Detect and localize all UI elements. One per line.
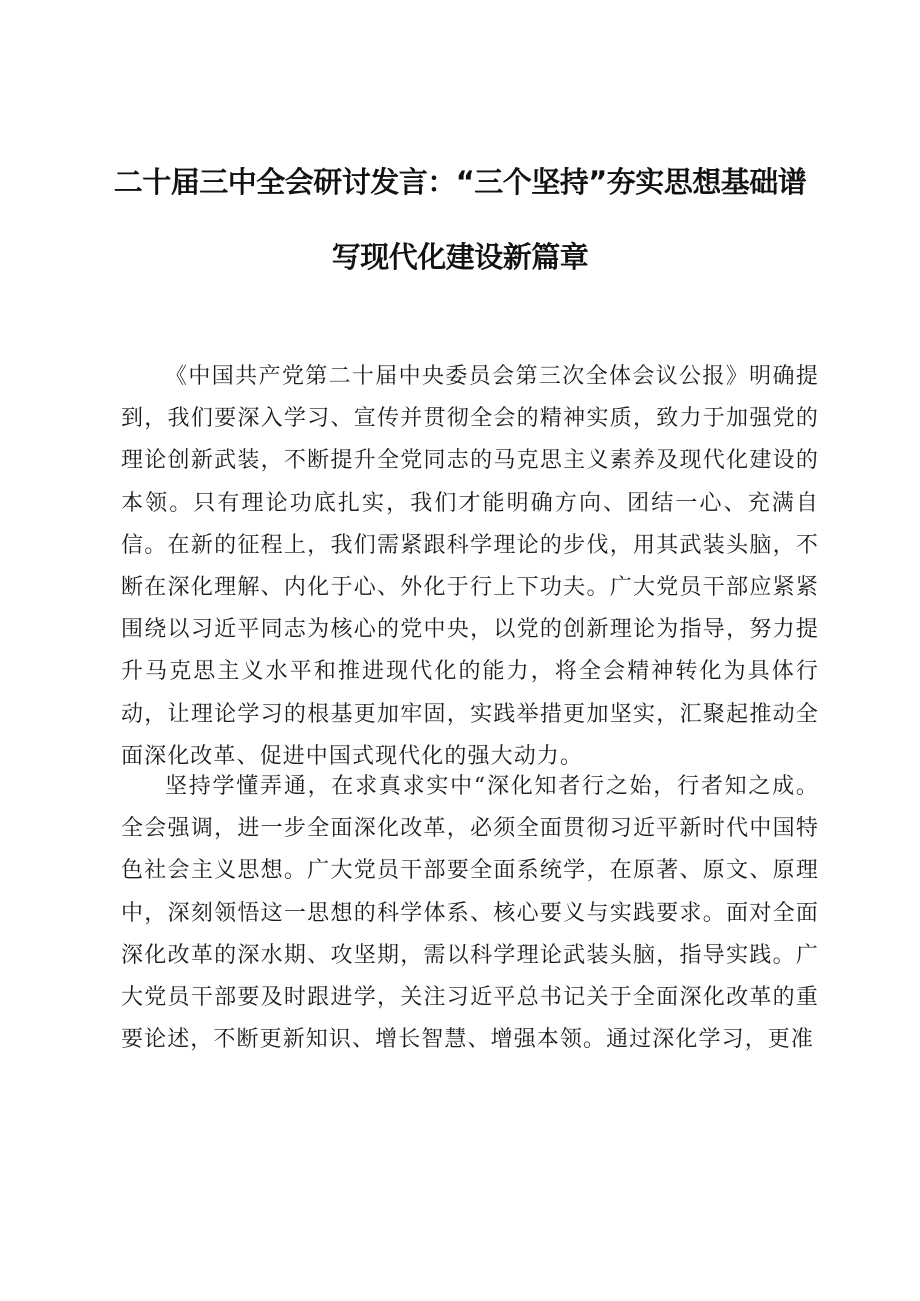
body-paragraph-2: 坚持学懂弄通，在求真求实中“深化知者行之始，行者知之成。全会强调，进一步全面深化改革，必须全面贯彻习近平新时代中国特色社会主义思想。广大党员干部要全面系统学，在原著、原文、原理中，深刻领悟这一思想的科学体系、核心要义与实践要求。面对全面深化改革的深水期、攻坚期，需以科学理论武装头脑，指导实践。广大党员干部要及时跟进学，关注习近平总书记关于全面深化改革的重要论述，不断更新知识、增长智慧、增强本领。通过深化学习，更准: [121, 774, 819, 1053]
document-title-line-1: 二十届三中全会研讨发言：“三个坚持”夯实思想基础谱: [113, 165, 807, 199]
body-paragraph-1: 《中国共产党第二十届中央委员会第三次全体会议公报》明确提到，我们要深入学习、宣传并贯彻全会的精神实质，致力于加强党的理论创新武装，不断提升全党同志的马克思主义素养及现代化建设的本领。只有理论功底扎实，我们才能明确方向、团结一心、充满自信。在新的征程上，我们需紧跟科学理论的步伐，用其武装头脑，不断在深化理解、内化于心、外化于行上下功夫。广大党员干部应紧紧围绕以习近平同志为核心的党中央，以党的创新理论为指导，努力提升马克思主义水平和推进现代化的能力，将全会精神转化为具体行动，让理论学习的根基更加牢固，实践举措更加坚实，汇聚起推动全面深化改革、促进中国式现代化的强大动力。: [121, 364, 819, 769]
document-title-line-2: 写现代化建设新篇章: [331, 240, 589, 274]
